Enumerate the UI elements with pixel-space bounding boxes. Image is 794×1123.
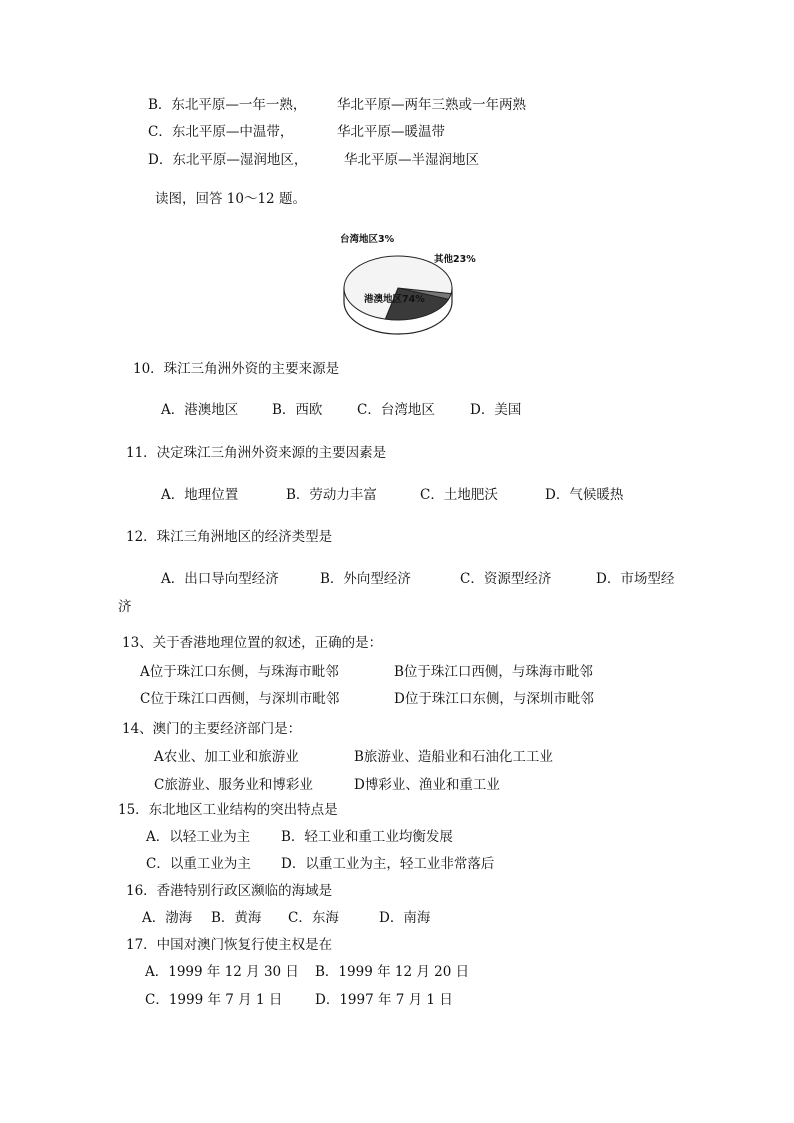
q13-option-c: C位于珠江口西侧，与深圳市毗邻 xyxy=(140,691,340,707)
q15-option-b: B．轻工业和重工业均衡发展 xyxy=(281,829,453,845)
q13-option-d: D位于珠江口东侧，与深圳市毗邻 xyxy=(394,691,594,707)
q13-option-b: B位于珠江口西侧，与珠海市毗邻 xyxy=(394,664,593,680)
q15-option-c: C．以重工业为主 xyxy=(146,856,251,872)
q9-option-b-text: B．东北平原—一年一熟， xyxy=(148,97,307,113)
q11-option-b: B．劳动力丰富 xyxy=(286,487,377,503)
q11-option-d: D．气候暖热 xyxy=(545,487,624,503)
q9-option-c-text2: 华北平原—暖温带 xyxy=(337,124,445,140)
label-hk-macau: 港澳地区74% xyxy=(364,294,425,305)
q10-option-c: C．台湾地区 xyxy=(357,402,435,418)
q12-stem: 12．珠江三角洲地区的经济类型是 xyxy=(126,529,333,545)
q17-option-c: C．1999 年 7 月 1 日 xyxy=(145,992,283,1008)
q16-option-c: C．东海 xyxy=(288,910,339,926)
q14-stem: 14、澳门的主要经济部门是： xyxy=(122,721,302,737)
q13-stem: 13、关于香港地理位置的叙述，正确的是： xyxy=(122,635,383,651)
q17-option-b: B．1999 年 12 月 20 日 xyxy=(315,964,470,980)
q10-stem: 10．珠江三角洲外资的主要来源是 xyxy=(133,361,340,377)
q10-option-a: A．港澳地区 xyxy=(161,402,239,418)
q11-option-c: C．土地肥沃 xyxy=(420,487,498,503)
q12-option-b: B．外向型经济 xyxy=(320,571,411,587)
q12-option-a: A．出口导向型经济 xyxy=(161,571,279,587)
q11-option-a: A．地理位置 xyxy=(161,487,239,503)
q14-option-d: D博彩业、渔业和重工业 xyxy=(354,777,500,793)
q16-option-a: A．渤海 xyxy=(142,910,193,926)
q17-option-d: D．1997 年 7 月 1 日 xyxy=(315,992,453,1008)
pie-chart xyxy=(338,230,478,340)
q15-option-d: D．以重工业为主，轻工业非常落后 xyxy=(281,856,495,872)
q12-option-d-wrap: 济 xyxy=(118,599,132,615)
label-taiwan: 台湾地区3% xyxy=(340,234,395,245)
q12-option-d: D．市场型经 xyxy=(596,571,675,587)
q15-option-a: A．以轻工业为主 xyxy=(146,829,251,845)
q14-option-c: C旅游业、服务业和博彩业 xyxy=(154,777,313,793)
q9-option-d-text2: 华北平原—半湿润地区 xyxy=(344,152,479,168)
q9-option-b-text2: 华北平原—两年三熟或一年两熟 xyxy=(337,97,526,113)
q10-option-b: B．西欧 xyxy=(272,402,323,418)
q11-stem: 11．决定珠江三角洲外资来源的主要因素是 xyxy=(126,445,387,461)
q14-option-a: A农业、加工业和旅游业 xyxy=(154,749,299,765)
q9-option-d-text: D．东北平原—湿润地区， xyxy=(148,152,308,168)
q16-stem: 16．香港特别行政区濒临的海域是 xyxy=(126,883,333,899)
q15-stem: 15．东北地区工业结构的突出特点是 xyxy=(118,802,338,818)
instruction-text: 读图，回答 10～12 题。 xyxy=(155,191,306,207)
q9-option-c-text: C．东北平原—中温带， xyxy=(148,124,294,140)
pie-slices xyxy=(344,256,452,320)
q12-option-c: C．资源型经济 xyxy=(460,571,552,587)
q13-option-a: A位于珠江口东侧，与珠海市毗邻 xyxy=(140,664,339,680)
q14-option-b: B旅游业、造船业和石油化工工业 xyxy=(354,749,553,765)
q17-stem: 17．中国对澳门恢复行使主权是在 xyxy=(126,937,333,953)
q16-option-d: D．南海 xyxy=(379,910,431,926)
q17-option-a: A．1999 年 12 月 30 日 xyxy=(145,964,299,980)
label-other: 其他23% xyxy=(434,254,476,265)
q16-option-b: B．黄海 xyxy=(211,910,262,926)
q10-option-d: D．美国 xyxy=(470,402,522,418)
